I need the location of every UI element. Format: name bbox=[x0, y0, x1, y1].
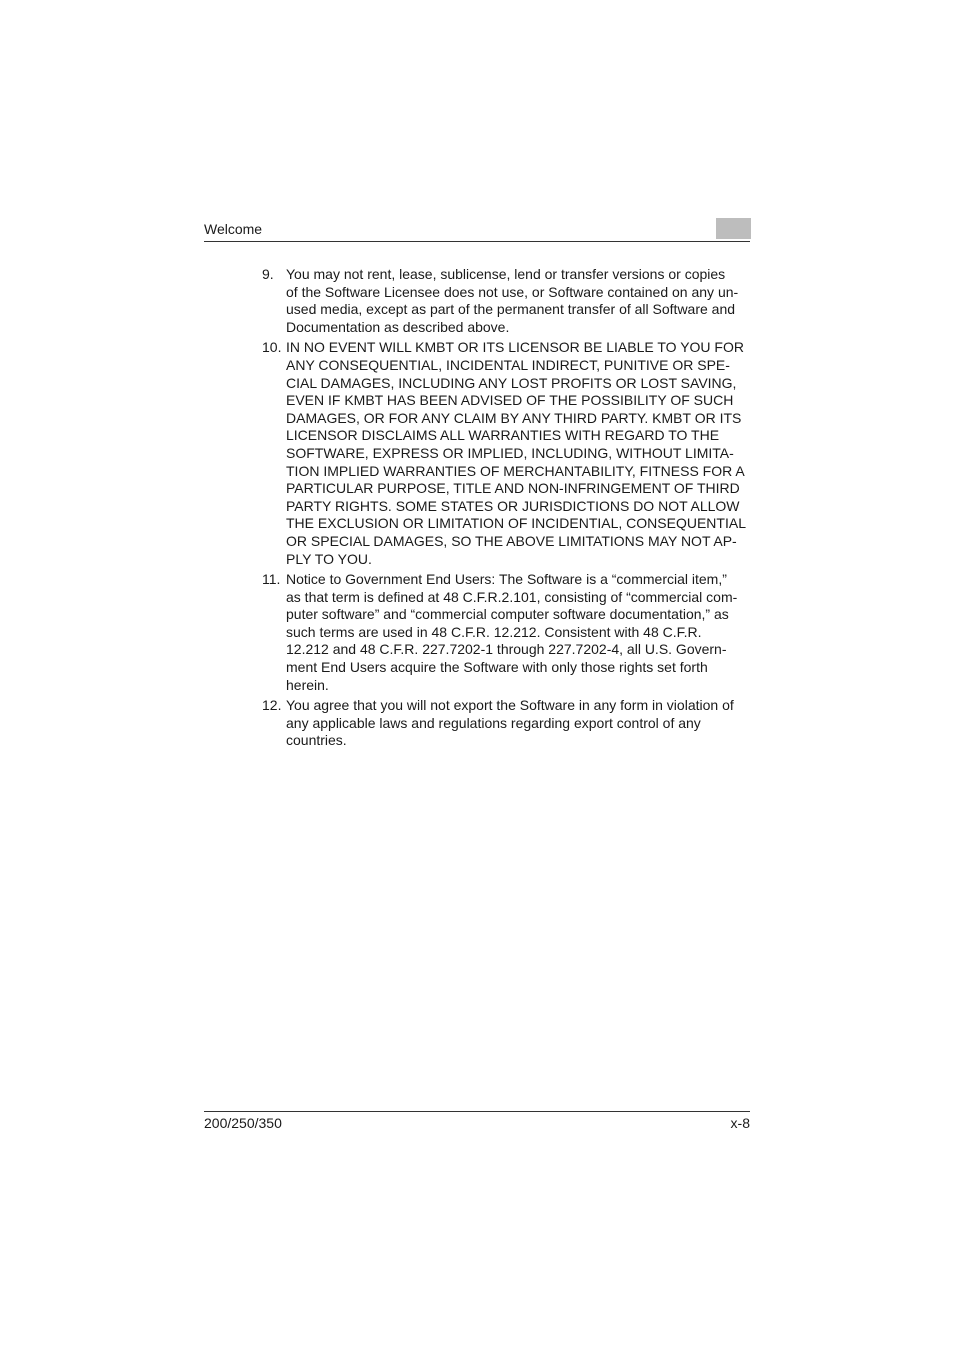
footer-model-number: 200/250/350 bbox=[204, 1115, 282, 1131]
list-item bbox=[262, 697, 751, 750]
list-item-number: 9. bbox=[262, 266, 274, 282]
page-header-title: Welcome bbox=[204, 221, 263, 237]
footer-page-number: x-8 bbox=[730, 1115, 750, 1131]
list-item bbox=[262, 339, 751, 568]
list-item-text: You may not rent, lease, sublicense, lend or transfer versions or copies of the Software Licensee does not use, or Software contained on any un- used media, except as part of the permanent transfer of all Software and Documentation as described above. bbox=[286, 266, 739, 335]
list-item-number: 11. bbox=[262, 571, 281, 588]
list-item bbox=[262, 266, 751, 336]
header-divider bbox=[204, 241, 750, 242]
header-tab-marker bbox=[716, 218, 751, 239]
list-item-number: 12. bbox=[262, 697, 282, 714]
footer-divider bbox=[204, 1111, 750, 1112]
list-item-number: 10. bbox=[262, 339, 282, 356]
list-item-text: Notice to Government End Users: The Software is a “commercial item,” as that term is defined at 48 C.F.R.2.101, consisting of “commercial com- puter software” and “commercial computer software documentation,” as such terms are used in 48 C.F.R. 12.212. Consistent with 48 C.F.R. 12.212 and 48 C.F.R. 227.7202-1 through 227.7202-4, all U.S. Govern- ment End Users acquire the Software with only those rights set forth herein. bbox=[286, 571, 738, 693]
license-terms-list bbox=[262, 266, 751, 753]
list-item bbox=[262, 571, 751, 694]
list-item-text: IN NO EVENT WILL KMBT OR ITS LICENSOR BE LIABLE TO YOU FOR ANY CONSEQUENTIAL, INCIDENTAL INDIRECT, PUNITIVE OR SPE- CIAL DAMAGES, INCLUDING ANY LOST PROFITS OR LOST SAVING, EVEN IF KMBT HAS BEEN ADVISED OF THE POSSIBILITY OF SUCH DAMAGES, OR FOR ANY CLAIM BY ANY THIRD PARTY. KMBT OR ITS LICENSOR DISCLAIMS ALL WARRANTIES WITH REGARD TO THE SOFTWARE, EXPRESS OR IMPLIED, INCLUDING, WITHOUT LIMITA- TION IMPLIED WARRANTIES OF MERCHANTABILITY, FITNESS FOR A PARTICULAR PURPOSE, TITLE AND NON-INFRINGEMENT OF THIRD PARTY RIGHTS. SOME STATES OR JURISDICTIONS DO NOT ALLOW THE EXCLUSION OR LIMITATION OF INCIDENTIAL, CONSEQUENTIAL OR SPECIAL DAMAGES, SO THE ABOVE LIMITATIONS MAY NOT AP- PLY TO YOU. bbox=[286, 339, 746, 567]
list-item-text: You agree that you will not export the Software in any form in violation of any applicable laws and regulations regarding export control of any countries. bbox=[286, 697, 734, 749]
